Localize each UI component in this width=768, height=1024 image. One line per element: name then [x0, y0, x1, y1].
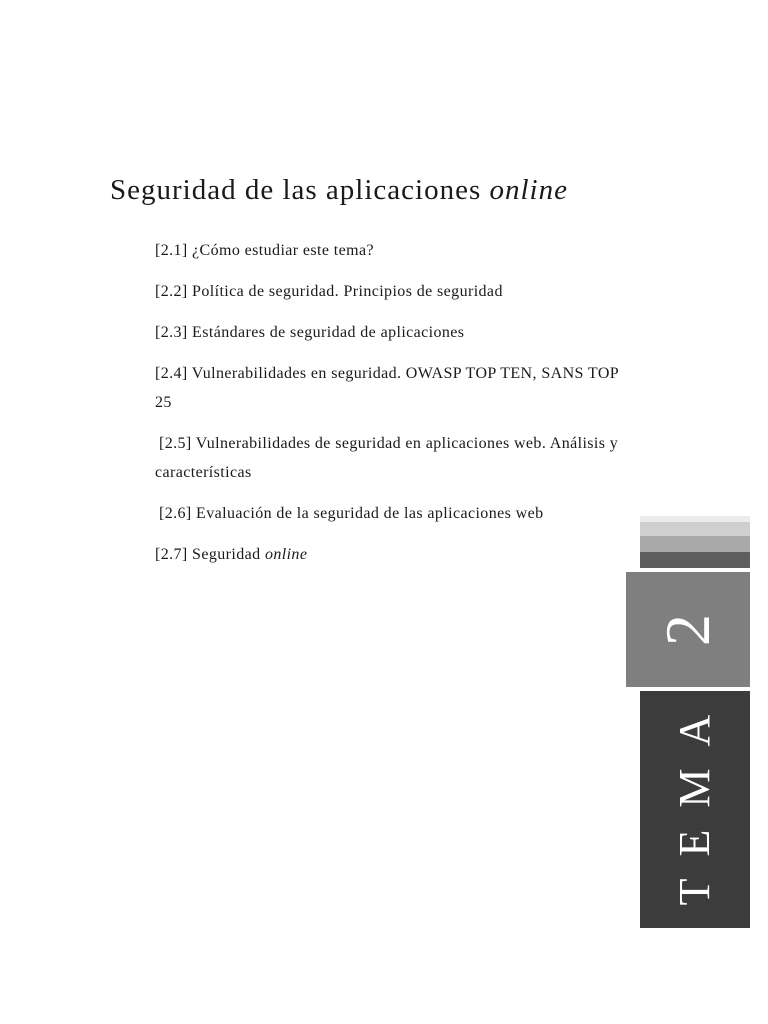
- toc-item-text: [2.1] ¿Cómo estudiar este tema?: [155, 242, 374, 259]
- toc-item-continuation: 25: [155, 394, 172, 411]
- toc-item-2-4: [155, 359, 700, 417]
- toc-item-continuation: características: [155, 464, 252, 481]
- toc-item-2-6: [155, 499, 700, 528]
- toc-item-text: [2.6] Evaluación de la seguridad de las aplicaciones web: [159, 505, 544, 522]
- title-italic: online: [489, 174, 568, 206]
- tab-stripe-2: [640, 522, 750, 536]
- toc-item-2-2: [155, 277, 700, 306]
- title-text: Seguridad de las aplicaciones: [110, 174, 490, 206]
- toc-item-2-1: [155, 236, 700, 265]
- page-title: [110, 170, 568, 210]
- toc-item-text: [2.2] Política de seguridad. Principios de seguridad: [155, 283, 503, 300]
- chapter-label-box: [640, 691, 750, 928]
- toc-item-2-3: [155, 318, 700, 347]
- chapter-number: 2: [652, 613, 723, 646]
- chapter-label: TEMA: [670, 692, 719, 905]
- toc-item-2-7: [155, 540, 700, 569]
- toc-item-text: [2.4] Vulnerabilidades en seguridad. OWASP TOP TEN, SANS TOP: [155, 365, 620, 382]
- toc-item-text: [2.5] Vulnerabilidades de seguridad en aplicaciones web. Análisis y: [159, 435, 619, 452]
- tab-stripe-4: [640, 552, 750, 568]
- chapter-number-box: [626, 572, 750, 687]
- toc-item-text: [2.7] Seguridad: [155, 546, 265, 563]
- toc-item-text: [2.3] Estándares de seguridad de aplicaciones: [155, 324, 465, 341]
- table-of-contents: [155, 236, 700, 581]
- tab-stripe-3: [640, 536, 750, 552]
- toc-item-italic: online: [264, 546, 308, 563]
- toc-item-2-5: [155, 429, 700, 487]
